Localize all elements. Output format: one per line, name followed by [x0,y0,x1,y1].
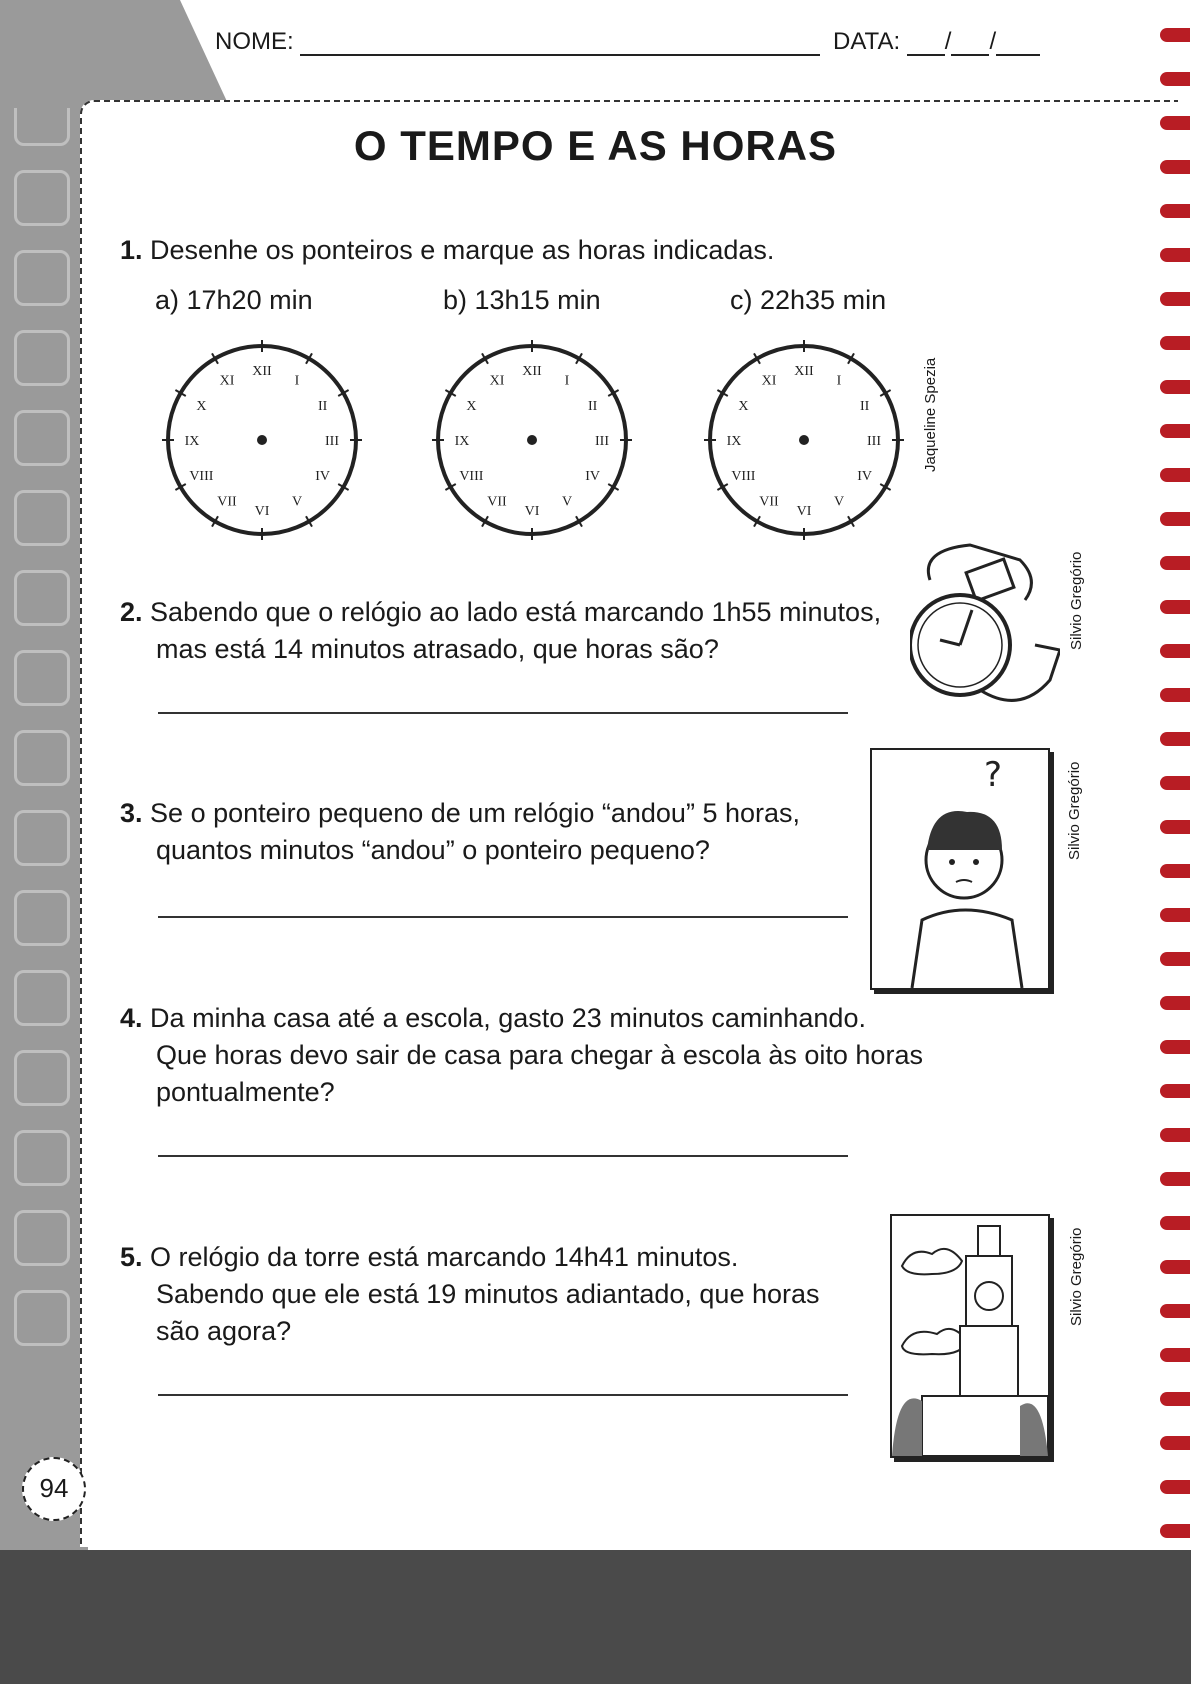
page-title: O TEMPO E AS HORAS [353,122,838,169]
clock-numeral: XI [761,373,777,389]
question-text-line-2: Que horas devo sair de casa para chegar à escola às oito horas [156,1040,923,1070]
apple-icon [14,890,70,946]
clock-numeral: II [859,399,870,414]
clock-numeral: VII [759,494,779,510]
bus-icon [14,170,70,226]
question-text-line-1: O relógio da torre está marcando 14h41 minutos. [150,1242,739,1272]
question-text-line-3: pontualmente? [156,1077,335,1107]
clock-numeral: I [836,373,842,389]
clock-numeral: V [561,494,573,510]
clock-credit: Jaqueline Spezia [922,357,939,472]
name-field[interactable] [215,28,820,56]
question-number: 4. [120,1003,143,1033]
date-label: DATA: [833,28,901,55]
svg-text:?: ? [984,755,1003,795]
cloud-icon [14,730,70,786]
question-number: 5. [120,1242,143,1272]
glasses-icon [14,1210,70,1266]
clock-numeral: IV [585,469,601,484]
date-field[interactable] [833,28,1040,56]
clock-center-dot [799,435,809,445]
clock-numeral: III [325,434,339,449]
name-input-line[interactable] [300,34,820,56]
clock-numeral: VI [524,504,540,519]
clock-numeral: VII [487,494,507,510]
question-text-line-2: quantos minutos “andou” o ponteiro pequeno? [156,835,710,865]
item-c-label: c) 22h35 min [730,285,887,315]
question-number: 2. [120,597,143,627]
clock-numeral: XII [252,364,272,379]
answer-line-3[interactable] [158,916,848,918]
scan-background [0,1550,1191,1684]
question-text-line-1: Se o ponteiro pequeno de um relógio “andou” 5 horas, [150,798,800,828]
clock-numeral: XI [219,373,235,389]
building-icon [14,330,70,386]
book-icon [14,490,70,546]
clock-numeral: V [833,494,845,510]
clock-numeral: II [587,399,598,414]
answer-line-4[interactable] [158,1155,848,1157]
clock-numeral: IV [857,469,873,484]
clock-numeral: XII [794,364,814,379]
leaf-icon [14,970,70,1026]
thinking-boy-illustration [870,748,1050,990]
question-5 [120,1239,820,1350]
question-1 [120,232,774,269]
question-text-line-1: Sabendo que o relógio ao lado está marcando 1h55 minutos, [150,597,882,627]
page-number: 94 [22,1457,86,1521]
clock-tower-illustration [890,1214,1050,1458]
boy-credit: Silvio Gregório [1066,761,1083,860]
clock-numeral: I [294,373,300,389]
clock-numeral: I [564,373,570,389]
clock-numeral: VI [254,504,270,519]
clock-numeral: VI [796,504,812,519]
clock-numeral: IX [726,434,742,449]
clock-face-b[interactable] [432,340,632,540]
left-decorative-sidebar [0,0,88,1550]
building-icon [14,1130,70,1186]
date-separator: / [989,28,997,55]
clock-numeral: VIII [189,469,214,484]
month-input-line[interactable] [951,34,989,56]
question-text-line-2: Sabendo que ele está 19 minutos adiantado, que horas [156,1279,820,1309]
question-text-line-1: Da minha casa até a escola, gasto 23 minutos caminhando. [150,1003,866,1033]
question-text-line-3: são agora? [156,1316,292,1346]
clock-face-c[interactable] [704,340,904,540]
clock-numeral: X [196,399,207,414]
clock-numeral: V [291,494,303,510]
book-icon [14,1050,70,1106]
clock-numeral: XI [489,373,505,389]
header-tab [0,0,230,108]
question-number: 1. [120,235,143,265]
question-text: Desenhe os ponteiros e marque as horas indicadas. [150,235,775,265]
question-text-line-2: mas está 14 minutos atrasado, que horas são? [156,634,719,664]
question-number: 3. [120,798,143,828]
wristwatch-illustration [910,540,1060,720]
bus-icon [14,810,70,866]
question-4 [120,1000,923,1111]
clock-numeral: X [738,399,749,414]
clock-numeral: IX [454,434,470,449]
clock-face-a[interactable] [162,340,362,540]
day-input-line[interactable] [907,34,945,56]
item-a-label: a) 17h20 min [155,285,313,315]
glasses-icon [14,250,70,306]
clock-numeral: IX [184,434,200,449]
question-3 [120,795,800,869]
apple-icon [14,1290,70,1346]
item-b-label: b) 13h15 min [443,285,601,315]
clock-numeral: III [595,434,609,449]
clock-numeral: X [466,399,477,414]
clock-center-dot [257,435,267,445]
clock-numeral: VII [217,494,237,510]
clock-numeral: II [317,399,328,414]
answer-line-5[interactable] [158,1394,848,1396]
question-2 [120,594,881,668]
clock-numeral: III [867,434,881,449]
year-input-line[interactable] [996,34,1040,56]
clock-numeral: XII [522,364,542,379]
clock-center-dot [527,435,537,445]
clock-numeral: VIII [731,469,756,484]
clock-numeral: IV [315,469,331,484]
leaf-icon [14,570,70,626]
watch-credit: Silvio Gregório [1068,551,1085,650]
date-separator: / [944,28,952,55]
name-label: NOME: [215,28,294,55]
clock-numeral: VIII [459,469,484,484]
tower-credit: Silvio Gregório [1068,1227,1085,1326]
answer-line-2[interactable] [158,712,848,714]
leaf-icon [14,410,70,466]
alarm-clock-icon [14,650,70,706]
